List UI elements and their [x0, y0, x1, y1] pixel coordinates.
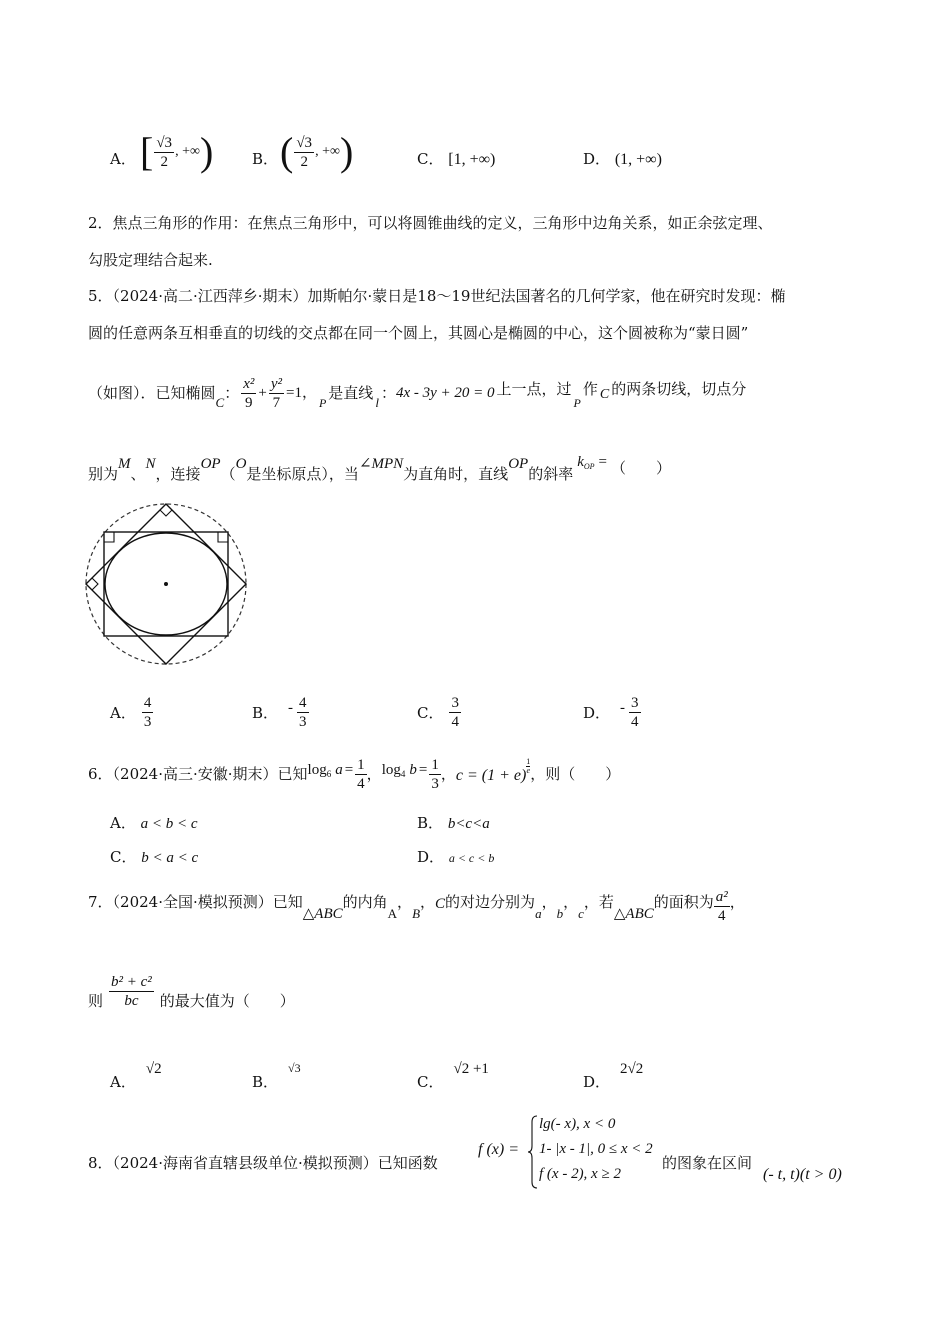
side-b: b: [556, 906, 564, 921]
option-value: (1, +∞): [614, 151, 662, 168]
frac-den: 4: [718, 907, 726, 924]
log-base: 6: [326, 769, 332, 779]
frac-num: √3: [156, 134, 173, 151]
frac-den: 3: [143, 713, 152, 730]
text: ，则（ ）: [530, 765, 621, 783]
option-label: C．: [417, 150, 444, 168]
q7-option-a: [110, 1056, 162, 1092]
triangle-ABC: △ABC: [302, 906, 343, 922]
text: ，: [366, 765, 382, 783]
q6-option-b: [417, 812, 490, 833]
triangle-ABC: △ABC: [613, 906, 654, 922]
q4-option-b-math: ( $\frac{√3}{2}$ , +∞ ): [280, 129, 354, 174]
piecewise-case-1: lg(- x), x < 0: [539, 1116, 616, 1132]
frac-num: 4: [299, 694, 307, 711]
right-angle-mark: [92, 578, 98, 590]
option-value: √2 +1: [453, 1061, 489, 1077]
text: 的最大值为（ ）: [159, 992, 295, 1010]
log: log: [307, 762, 327, 778]
ellipse-C: C: [599, 387, 610, 402]
text: 、: [130, 465, 146, 483]
text: 作: [582, 380, 598, 398]
option-label: A．: [110, 703, 136, 722]
right-angle-mark: [218, 532, 228, 542]
option-value: 2√2: [620, 1061, 644, 1077]
var-b: b: [409, 762, 417, 778]
text: =1，: [285, 385, 317, 401]
text: 的内角: [342, 893, 388, 911]
option-label: C．: [110, 848, 137, 866]
text: 的面积为: [653, 893, 714, 911]
frac-num: 3: [451, 694, 459, 711]
angle-B: B: [412, 906, 421, 921]
ellipse-C: C: [215, 395, 225, 410]
frac-den: 7: [272, 394, 281, 411]
frac-num: y²: [270, 375, 282, 392]
q4-option-c: [417, 148, 495, 169]
side-c: c: [578, 906, 584, 921]
point-M: M: [118, 456, 131, 472]
plus: +: [258, 385, 267, 401]
minus-sign: -: [288, 699, 294, 716]
q5-option-b: [252, 690, 309, 734]
text: 上一点，过: [496, 380, 572, 398]
frac-num: √3: [296, 134, 313, 151]
q6-option-d: [417, 846, 494, 867]
option-value: b < a < c: [141, 850, 199, 866]
q4-option-d: [583, 148, 662, 169]
text: ：: [380, 384, 396, 402]
piecewise-case-2: 1- |x - 1|, 0 ≤ x < 2: [539, 1141, 653, 1157]
text: 的斜率: [528, 465, 574, 483]
option-label: A．: [110, 1073, 136, 1091]
q5-option-d: [583, 690, 641, 734]
q4-option-a: [110, 148, 136, 169]
center-dot: [164, 582, 168, 586]
frac-den: 2: [160, 153, 168, 170]
note-line-1: 2．焦点三角形的作用：在焦点三角形中，可以将圆锥曲线的定义，三角形中边角关系，如正余弦定理、: [88, 214, 773, 232]
option-label: B．: [252, 1073, 279, 1091]
frac-num: a²: [715, 888, 728, 905]
q7-option-d: [583, 1056, 643, 1092]
angle-MPN: ∠MPN: [358, 456, 404, 472]
text: 的两条切线，切点分: [611, 380, 747, 398]
option-value: a < c < b: [448, 851, 495, 865]
option-label: B．: [252, 703, 279, 722]
var-a: a: [335, 762, 343, 778]
text: ，: [541, 893, 557, 911]
option-label: D．: [583, 703, 611, 722]
q7-line-2: [88, 966, 295, 1016]
frac-num: 3: [631, 694, 639, 711]
q4-option-b: [252, 148, 278, 169]
option-value: a < b < c: [140, 816, 198, 832]
right-angle-mark: [104, 532, 114, 542]
text: 6．（2024·高三·安徽·期末）已知: [88, 765, 308, 783]
text: ，连接: [155, 465, 201, 483]
text: 为直角时，直线: [403, 465, 509, 483]
equals: =: [344, 762, 354, 778]
q5-option-a: [110, 690, 153, 734]
c-expression: c = (1 + e): [455, 767, 527, 784]
option-label: C．: [417, 703, 444, 722]
text: （: [220, 465, 236, 483]
option-label: A．: [110, 150, 136, 168]
option-value: [1, +∞): [448, 151, 496, 168]
frac-num: 1: [431, 756, 439, 773]
q5-line-1: 5．（2024·高二·江西萍乡·期末）加斯帕尔·蒙日是18～19世纪法国著名的几何学家，他在研究时发现：椭: [88, 287, 786, 305]
minus-sign: -: [620, 699, 626, 716]
option-label: A．: [110, 814, 136, 832]
segment-OP: OP: [508, 456, 529, 472]
text: ，: [420, 893, 436, 911]
q5-line-2: 圆的任意两条互相垂直的切线的交点都在同一个圆上，其圆心是椭圆的中心，这个圆被称为“蒙日圆”: [88, 324, 749, 342]
frac-num: x²: [243, 375, 255, 392]
function-f: f (x) =: [478, 1141, 519, 1158]
interval-rest: , +∞: [315, 144, 340, 159]
piecewise-case-3: f (x - 2), x ≥ 2: [539, 1166, 621, 1182]
option-label: D．: [583, 150, 611, 168]
q6-option-c: [110, 846, 198, 867]
option-label: B．: [417, 814, 444, 832]
q7-stem: [88, 880, 745, 932]
text: ，若: [583, 893, 614, 911]
piecewise-brace: [527, 1114, 539, 1190]
q4-option-a-math: [ $\frac{√3}{2}$ , +∞ ): [140, 129, 214, 174]
segment-OP: OP: [200, 456, 221, 472]
text: ，: [563, 893, 579, 911]
text: 7．（2024·全国·模拟预测）已知: [88, 893, 303, 911]
q5-option-c: [417, 690, 461, 734]
q8-interval: (- t, t)(t > 0): [763, 1166, 842, 1183]
q6-option-a: [110, 812, 198, 833]
text: ，: [729, 893, 745, 911]
side-a: a: [535, 906, 542, 921]
frac-num: 4: [143, 694, 152, 711]
answer-paren: （ ）: [611, 459, 672, 477]
frac-den: 4: [451, 713, 459, 730]
text: ，: [440, 765, 456, 783]
equals: =: [598, 454, 608, 470]
point-O: O: [235, 456, 247, 472]
note-line-2: 勾股定理结合起来.: [88, 251, 213, 269]
option-value: √2: [145, 1061, 162, 1077]
point-N: N: [145, 456, 156, 472]
frac-num: b² + c²: [111, 973, 152, 990]
q7-option-c: [417, 1056, 489, 1092]
text: （如图）．已知椭圆: [88, 384, 216, 402]
q5-line-4: [88, 448, 671, 488]
q8-tail: 的图象在区间: [662, 1154, 753, 1172]
frac-den: 3: [431, 775, 439, 792]
option-label: C．: [417, 1073, 444, 1091]
q5-line-3: [88, 368, 746, 418]
q8-lead: 8．（2024·海南省直辖县级单位·模拟预测）已知函数: [88, 1154, 438, 1172]
line-l: l: [375, 395, 379, 410]
frac-num: 1: [357, 756, 365, 773]
text: 别为: [88, 465, 119, 483]
frac-den: bc: [124, 992, 139, 1009]
log-base: 4: [400, 769, 406, 779]
text: ：: [224, 384, 240, 402]
line-equation: 4x - 3y + 20 = 0: [395, 385, 495, 401]
text: ，: [397, 893, 413, 911]
slope-k: k: [577, 454, 584, 470]
text: 则: [88, 992, 104, 1010]
exponent-num: 1: [526, 756, 531, 766]
exponent-den: e: [526, 765, 531, 775]
log: log: [381, 762, 401, 778]
q8-fx: [478, 1139, 519, 1159]
angle-C: C: [435, 896, 446, 912]
option-value: b<c<a: [447, 816, 490, 832]
point-P: P: [318, 396, 327, 410]
option-label: B．: [252, 150, 279, 168]
equals: =: [418, 762, 428, 778]
q6-stem: [88, 752, 620, 796]
slope-k-sub: OP: [583, 462, 595, 471]
option-value: √3: [288, 1061, 301, 1075]
right-angle-mark: [160, 510, 172, 516]
frac-den: 3: [299, 713, 307, 730]
text: 是直线: [328, 384, 374, 402]
interval-rest: , +∞: [175, 144, 200, 159]
frac-den: 4: [357, 775, 365, 792]
frac-den: 2: [300, 153, 308, 170]
text: 的对边分别为: [445, 893, 536, 911]
monge-circle-figure: [80, 498, 256, 674]
angle-A: A: [387, 906, 398, 921]
point-P: P: [573, 396, 581, 410]
option-label: D．: [417, 848, 445, 866]
option-label: D．: [583, 1073, 611, 1091]
text: 是坐标原点），当: [246, 465, 359, 483]
frac-den: 4: [631, 713, 639, 730]
frac-den: 9: [245, 394, 253, 411]
q7-option-b: [252, 1056, 301, 1092]
